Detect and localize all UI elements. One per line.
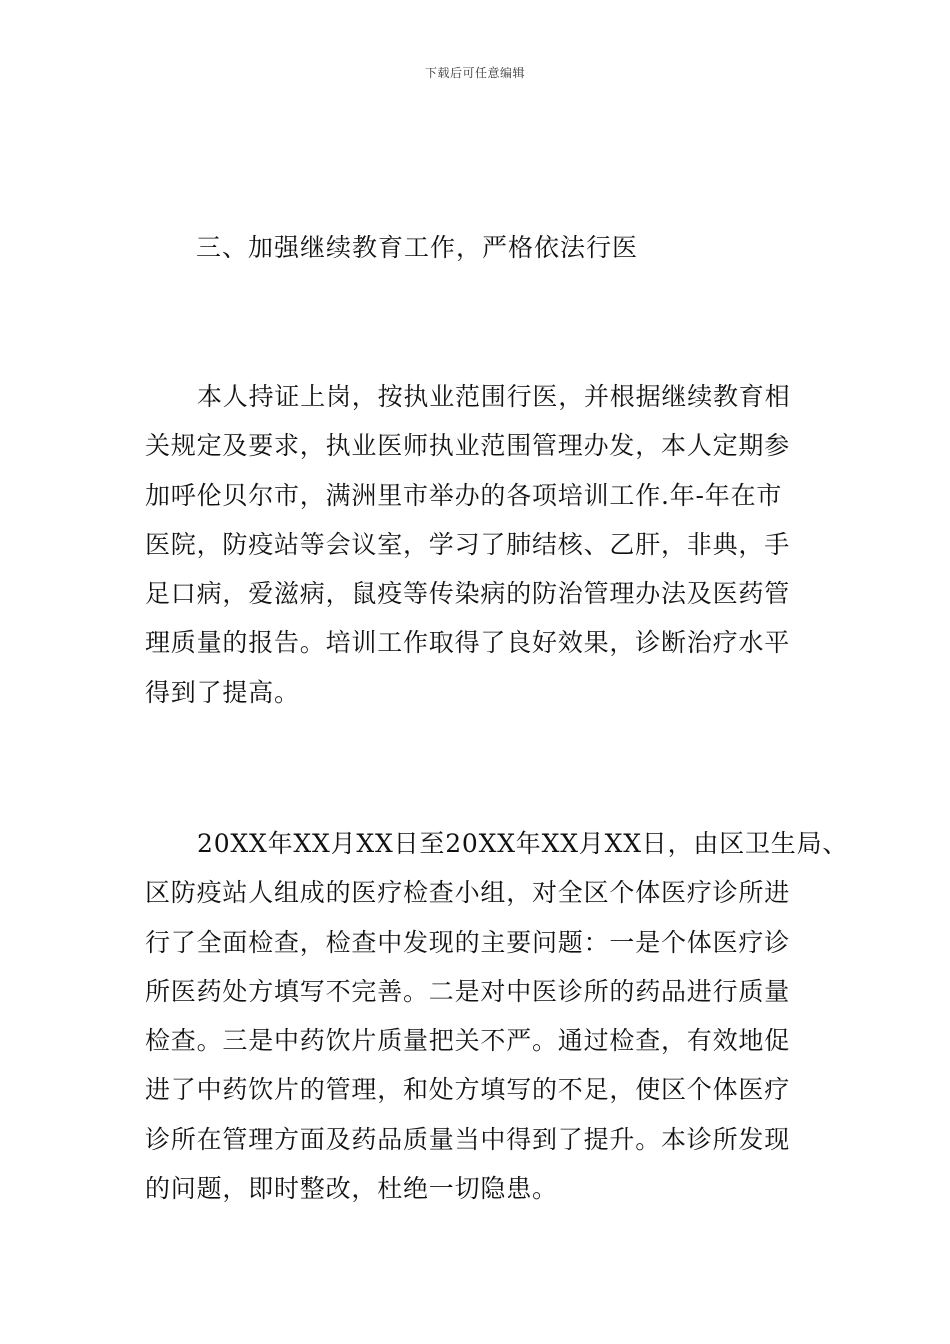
paragraph-line: 20XX年XX月XX日至20XX年XX月XX日，由区卫生局、 bbox=[197, 829, 849, 858]
paragraph-inspection bbox=[145, 819, 849, 1213]
section-heading: 三、加强继续教育工作，严格依法行医 bbox=[196, 233, 639, 262]
paragraph-line: 进了中药饮片的管理，和处方填写的不足，使区个体医疗 bbox=[145, 1075, 791, 1105]
paragraph-line: 关规定及要求，执业医师执业范围管理办发，本人定期参 bbox=[145, 431, 791, 461]
paragraph-line: 行了全面检查，检查中发现的主要问题：一是个体医疗诊 bbox=[145, 927, 791, 957]
page-header-note: 下载后可任意编辑 bbox=[424, 66, 525, 80]
paragraph-line: 检查。三是中药饮片质量把关不严。通过检查，有效地促 bbox=[145, 1026, 791, 1056]
paragraph-line: 本人持证上岗，按执业范围行医，并根据继续教育相 bbox=[197, 382, 791, 411]
paragraph-line: 足口病，爱滋病，鼠疫等传染病的防治管理办法及医药管 bbox=[145, 579, 791, 609]
paragraph-line: 医院，防疫站等会议室，学习了肺结核、乙肝，非典，手 bbox=[145, 529, 791, 559]
paragraph-line: 所医药处方填写不完善。二是对中医诊所的药品进行质量 bbox=[145, 976, 791, 1006]
paragraph-line: 得到了提高。 bbox=[145, 677, 300, 707]
paragraph-line: 的问题，即时整改，杜绝一切隐患。 bbox=[145, 1174, 558, 1204]
paragraph-continuing-education bbox=[145, 372, 815, 717]
paragraph-line: 加呼伦贝尔市，满洲里市举办的各项培训工作.年-年在市 bbox=[145, 480, 783, 510]
paragraph-line: 诊所在管理方面及药品质量当中得到了提升。本诊所发现 bbox=[145, 1124, 791, 1154]
paragraph-line: 理质量的报告。培训工作取得了良好效果，诊断治疗水平 bbox=[145, 628, 791, 658]
paragraph-line: 区防疫站人组成的医疗检查小组，对全区个体医疗诊所进 bbox=[145, 878, 791, 908]
